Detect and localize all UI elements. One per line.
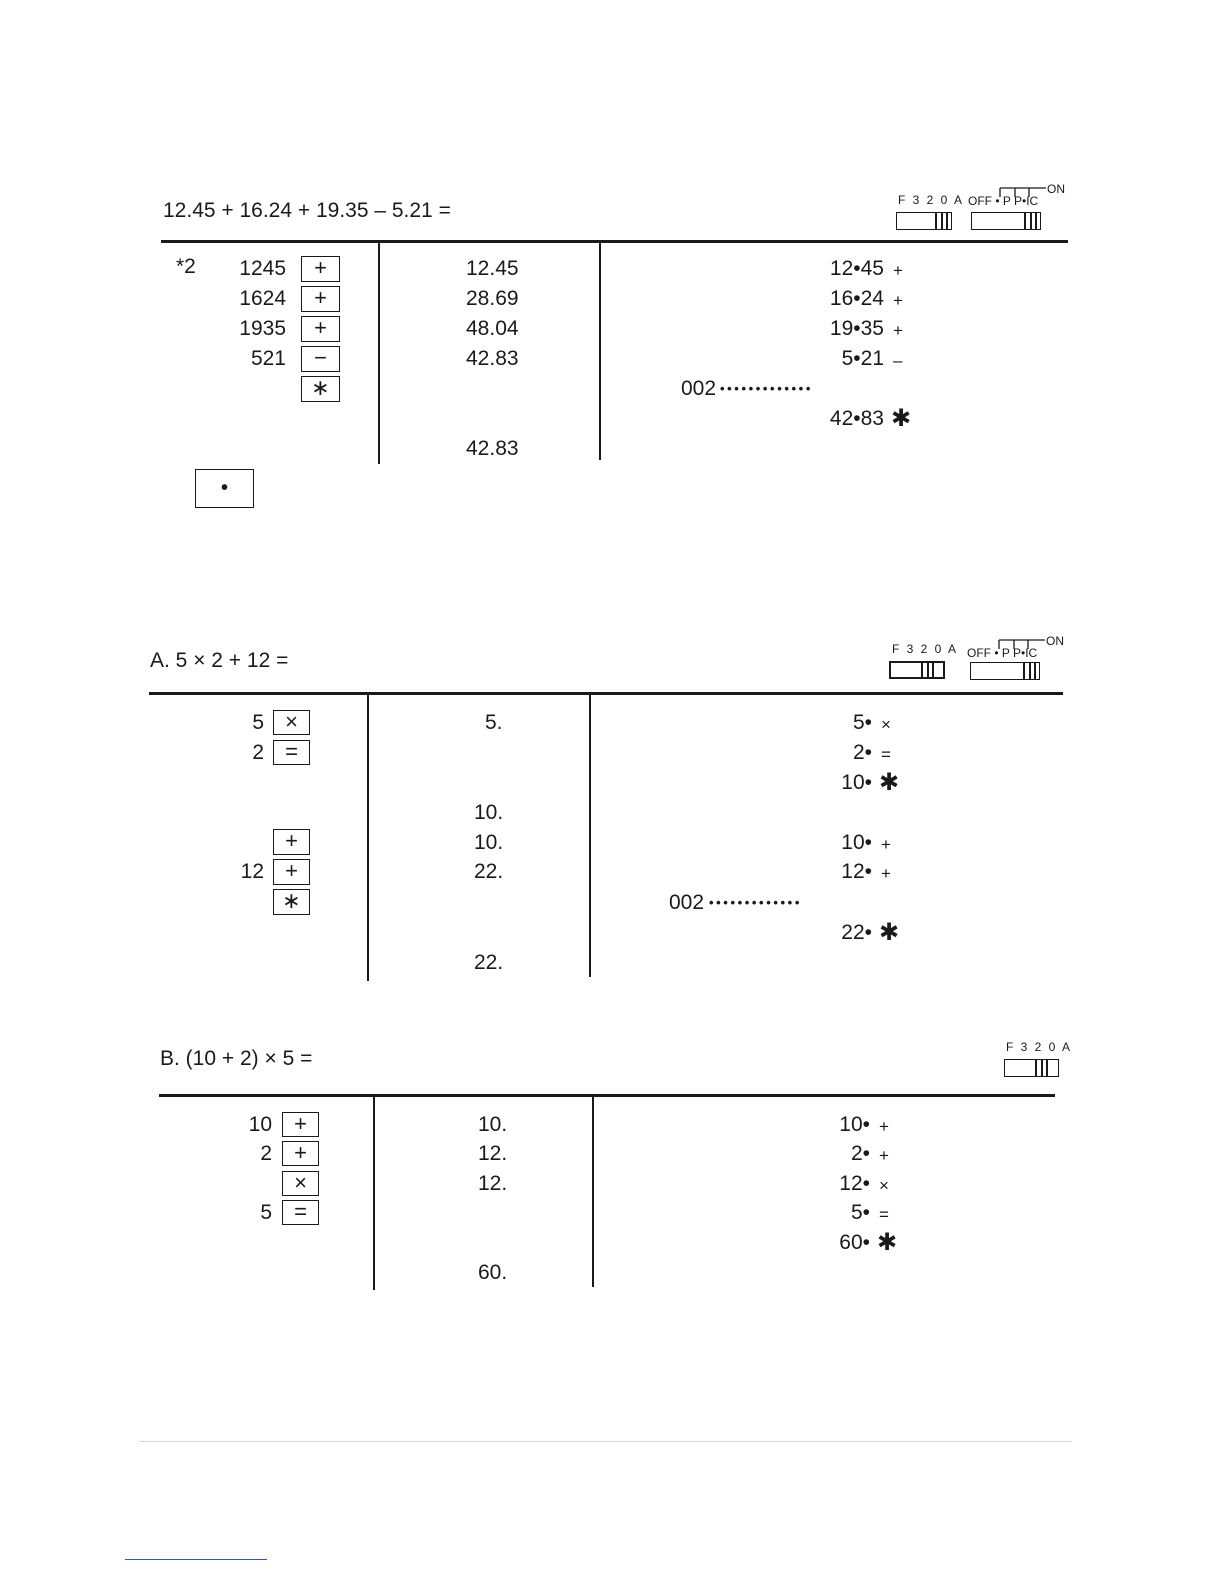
display-value: 22. <box>474 951 504 974</box>
print-value: 10• <box>841 771 872 794</box>
decimal-dot: • <box>220 477 228 499</box>
print-value: 19•35 <box>829 317 884 340</box>
print-symbol: + <box>893 321 903 340</box>
note-marker: *2 <box>176 255 196 278</box>
multiply-key: × <box>273 710 310 735</box>
print-value: 5• <box>850 1201 870 1224</box>
on-label: ON <box>1047 182 1065 196</box>
mode-switch-label: OFF • P P•IC <box>967 646 1038 660</box>
mode-ticks <box>997 638 1047 650</box>
print-value: 10• <box>839 1113 870 1136</box>
expression-title: B. (10 + 2) × 5 = <box>160 1047 313 1070</box>
print-value: 2• <box>850 1142 870 1165</box>
print-symbol: × <box>881 715 891 734</box>
plus-key: + <box>282 1141 319 1166</box>
header-rule <box>161 240 1068 243</box>
print-symbol: × <box>879 1176 889 1195</box>
decimal-key <box>195 469 254 508</box>
plus-key: + <box>273 859 310 885</box>
header-rule <box>149 692 1063 695</box>
input-value: 1935 <box>239 317 286 340</box>
item-count: 002 <box>681 377 717 400</box>
display-value: 28.69 <box>466 287 519 310</box>
item-count: 002 <box>669 891 705 914</box>
print-symbol: + <box>881 864 891 883</box>
leader-dots: ••••••••••••• <box>709 895 802 910</box>
total-key: ∗ <box>301 376 340 402</box>
display-value: 5. <box>485 711 503 734</box>
f320a-switch <box>1004 1059 1059 1077</box>
total-key: ∗ <box>273 889 310 915</box>
plus-key: + <box>301 256 340 282</box>
print-value: 16•24 <box>829 287 884 310</box>
column-divider <box>589 694 591 977</box>
print-symbol: + <box>879 1146 889 1165</box>
print-symbol: + <box>893 291 903 310</box>
plus-key: + <box>301 316 340 342</box>
print-value: 42•83 <box>829 407 884 430</box>
print-symbol: + <box>893 261 903 280</box>
print-symbol: = <box>879 1205 889 1224</box>
input-value: 5 <box>260 1201 272 1224</box>
multiply-key: × <box>282 1171 319 1196</box>
total-star-icon: ✱ <box>879 769 900 796</box>
footnote-link-underline <box>125 1559 267 1560</box>
expression-title: A. 5 × 2 + 12 = <box>150 649 289 672</box>
print-value: 12• <box>839 1172 870 1195</box>
f320a-switch <box>889 661 945 679</box>
print-value: 12• <box>841 860 872 883</box>
print-symbol: = <box>881 745 891 764</box>
mode-ticks <box>998 186 1048 198</box>
column-divider <box>373 1096 375 1290</box>
mode-switch <box>970 662 1040 680</box>
plus-key: + <box>301 286 340 312</box>
input-value: 10 <box>248 1113 272 1136</box>
total-star-icon: ✱ <box>891 405 912 432</box>
display-value: 12. <box>478 1172 508 1195</box>
print-value: 5•21 <box>841 347 884 370</box>
mode-switch <box>971 212 1041 230</box>
print-value: 10• <box>841 831 872 854</box>
total-star-icon: ✱ <box>877 1229 898 1256</box>
plus-key: + <box>282 1112 319 1137</box>
display-value: 10. <box>474 831 504 854</box>
input-value: 1624 <box>239 287 286 310</box>
print-value: 5• <box>852 711 872 734</box>
equals-key: = <box>282 1200 319 1225</box>
input-value: 12 <box>240 860 264 883</box>
leader-dots: ••••••••••••• <box>720 381 813 396</box>
display-value: 12. <box>478 1142 508 1165</box>
print-symbol: + <box>881 835 891 854</box>
input-value: 1245 <box>239 257 286 280</box>
print-value: 60• <box>839 1231 870 1254</box>
mode-switch-label: OFF • P P•IC <box>968 194 1039 208</box>
header-rule <box>159 1094 1055 1097</box>
input-value: 521 <box>250 347 286 370</box>
display-value: 12.45 <box>466 257 519 280</box>
display-value: 22. <box>474 860 504 883</box>
display-value: 10. <box>474 801 504 824</box>
plus-key: + <box>273 829 310 855</box>
print-symbol: + <box>879 1117 889 1136</box>
f320a-switch-label: F 3 2 0 A <box>1006 1040 1073 1054</box>
display-value: 10. <box>478 1113 508 1136</box>
print-value: 22• <box>841 921 872 944</box>
print-symbol: – <box>893 351 903 370</box>
display-value: 60. <box>478 1261 508 1284</box>
equals-key: = <box>273 740 310 765</box>
display-value: 48.04 <box>466 317 519 340</box>
minus-key: − <box>301 346 340 372</box>
input-value: 2 <box>260 1142 272 1165</box>
print-value: 12•45 <box>829 257 884 280</box>
display-value: 42.83 <box>466 347 519 370</box>
footer-divider <box>139 1441 1072 1442</box>
column-divider <box>592 1096 594 1287</box>
column-divider <box>378 242 380 464</box>
f320a-switch <box>896 212 952 230</box>
column-divider <box>599 242 601 460</box>
f320a-switch-label: F 3 2 0 A <box>898 193 965 207</box>
print-value: 2• <box>852 741 872 764</box>
column-divider <box>367 694 369 981</box>
f320a-switch-label: F 3 2 0 A <box>892 642 959 656</box>
expression-title: 12.45 + 16.24 + 19.35 – 5.21 = <box>163 199 451 222</box>
total-star-icon: ✱ <box>879 919 900 946</box>
input-value: 2 <box>252 741 264 764</box>
on-label: ON <box>1046 634 1064 648</box>
input-value: 5 <box>252 711 264 734</box>
display-value: 42.83 <box>466 437 519 460</box>
